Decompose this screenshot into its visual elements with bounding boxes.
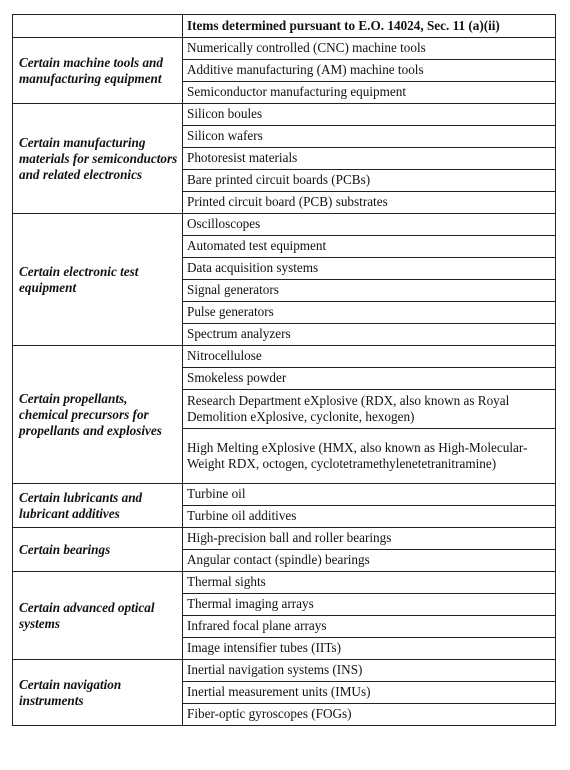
table-row bbox=[13, 528, 556, 550]
table-row bbox=[13, 38, 556, 60]
item-cell: Signal generators bbox=[183, 280, 556, 302]
item-cell: Semiconductor manufacturing equipment bbox=[183, 82, 556, 104]
category-cell: Certain advanced optical systems bbox=[13, 572, 183, 660]
item-cell: Image intensifier tubes (IITs) bbox=[183, 638, 556, 660]
item-cell: Numerically controlled (CNC) machine tools bbox=[183, 38, 556, 60]
table-row bbox=[13, 572, 556, 594]
item-cell: Turbine oil bbox=[183, 484, 556, 506]
item-cell: Printed circuit board (PCB) substrates bbox=[183, 192, 556, 214]
item-cell: Automated test equipment bbox=[183, 236, 556, 258]
category-cell: Certain manufacturing materials for semiconductors and related electronics bbox=[13, 104, 183, 214]
item-cell: Infrared focal plane arrays bbox=[183, 616, 556, 638]
category-cell: Certain electronic test equipment bbox=[13, 214, 183, 346]
item-cell: Inertial measurement units (IMUs) bbox=[183, 682, 556, 704]
category-cell: Certain machine tools and manufacturing equipment bbox=[13, 38, 183, 104]
table-row bbox=[13, 660, 556, 682]
item-cell: Additive manufacturing (AM) machine tools bbox=[183, 60, 556, 82]
items-table bbox=[12, 14, 556, 726]
item-cell: Silicon wafers bbox=[183, 126, 556, 148]
table-row bbox=[13, 484, 556, 506]
header-row bbox=[13, 15, 556, 38]
header-items-cell: Items determined pursuant to E.O. 14024, Sec. 11 (a)(ii) bbox=[183, 15, 556, 38]
item-cell: Angular contact (spindle) bearings bbox=[183, 550, 556, 572]
category-cell: Certain lubricants and lubricant additives bbox=[13, 484, 183, 528]
item-cell: High Melting eXplosive (HMX, also known as High-Molecular-Weight RDX, octogen, cyclotetramethylenetetranitramine) bbox=[183, 429, 556, 484]
item-cell: Silicon boules bbox=[183, 104, 556, 126]
item-cell: Fiber-optic gyroscopes (FOGs) bbox=[183, 704, 556, 726]
item-cell: Bare printed circuit boards (PCBs) bbox=[183, 170, 556, 192]
item-cell: Inertial navigation systems (INS) bbox=[183, 660, 556, 682]
item-cell: Thermal sights bbox=[183, 572, 556, 594]
table-body bbox=[13, 38, 556, 726]
document-page bbox=[12, 14, 555, 726]
item-cell: Smokeless powder bbox=[183, 368, 556, 390]
category-cell: Certain propellants, chemical precursors for propellants and explosives bbox=[13, 346, 183, 484]
item-cell: Oscilloscopes bbox=[183, 214, 556, 236]
item-cell: Photoresist materials bbox=[183, 148, 556, 170]
table-row bbox=[13, 214, 556, 236]
item-cell: Pulse generators bbox=[183, 302, 556, 324]
item-cell: Nitrocellulose bbox=[183, 346, 556, 368]
item-cell: Turbine oil additives bbox=[183, 506, 556, 528]
item-cell: Spectrum analyzers bbox=[183, 324, 556, 346]
table-row bbox=[13, 104, 556, 126]
item-cell: High-precision ball and roller bearings bbox=[183, 528, 556, 550]
table-row bbox=[13, 346, 556, 368]
category-cell: Certain bearings bbox=[13, 528, 183, 572]
item-cell: Thermal imaging arrays bbox=[183, 594, 556, 616]
item-cell: Research Department eXplosive (RDX, also known as Royal Demolition eXplosive, cyclonite, hexogen) bbox=[183, 390, 556, 429]
header-category-cell bbox=[13, 15, 183, 38]
category-cell: Certain navigation instruments bbox=[13, 660, 183, 726]
item-cell: Data acquisition systems bbox=[183, 258, 556, 280]
